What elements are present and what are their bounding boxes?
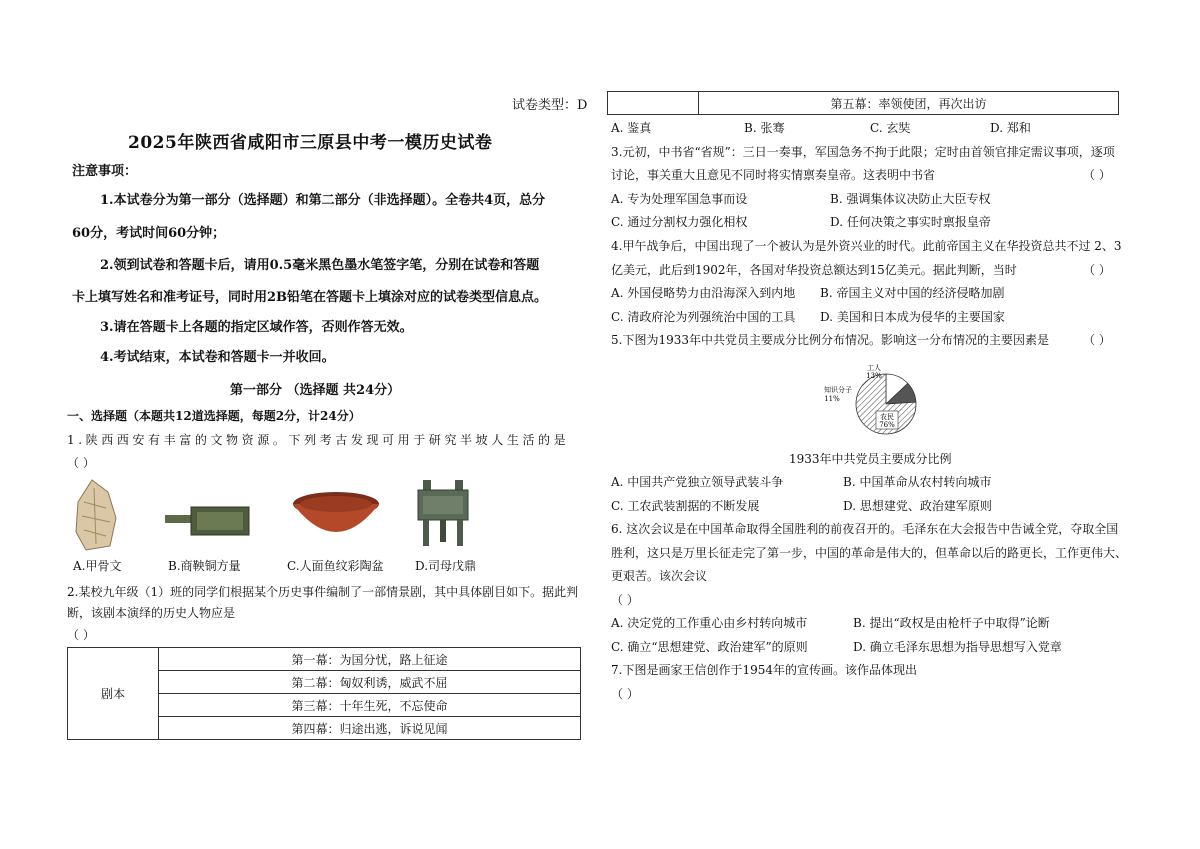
script-act: 第四幕：归途出逃，诉说见闻 bbox=[159, 717, 581, 740]
q5-option-d: D. 思想建党、政治建军原则 bbox=[843, 499, 992, 513]
simuwu-ding-image bbox=[415, 478, 471, 548]
pie-value-intellectual: 11% bbox=[824, 395, 840, 403]
notice-line: 1.本试卷分为第一部分（选择题）和第二部分（非选择题）。全卷共4页，总分 bbox=[100, 193, 546, 208]
pie-label-peasant: 农民 bbox=[880, 413, 894, 421]
q2-script-table bbox=[67, 647, 581, 740]
q2-option-b: B. 张骞 bbox=[744, 121, 785, 135]
script-act: 第二幕：匈奴利诱，威武不屈 bbox=[159, 671, 581, 694]
q3-option-b: B. 强调集体议决防止大臣专权 bbox=[830, 192, 991, 206]
painted-pottery-basin-image bbox=[291, 490, 381, 540]
q3-stem: 讨论，事关重大且意见不同时将实情禀奏皇帝。这表明中书省 bbox=[611, 168, 936, 182]
pie-value-worker: 13% bbox=[866, 372, 882, 380]
q5-chart-caption: 1933年中共党员主要成分比例 bbox=[789, 452, 952, 466]
notice-line: 4.考试结束，本试卷和答题卡一并收回。 bbox=[100, 350, 335, 365]
q5-option-a: A. 中国共产党独立领导武装斗争 bbox=[611, 475, 784, 489]
q5-pie-chart bbox=[818, 362, 928, 438]
q1-option-c: C.人面鱼纹彩陶盆 bbox=[287, 559, 384, 573]
q6-option-d: D. 确立毛泽东思想为指导思想写入党章 bbox=[853, 640, 1062, 654]
q7-stem: 7.下图是画家王信创作于1954年的宣传画。该作品体现出 bbox=[611, 663, 917, 677]
pie-label-intellectual: 知识分子 bbox=[824, 386, 852, 394]
q4-paren: （ ） bbox=[1083, 263, 1111, 277]
q2-option-c: C. 玄奘 bbox=[870, 121, 911, 135]
notice-line: 60分，考试时间60分钟； bbox=[72, 226, 226, 241]
page-title: 2025年陕西省咸阳市三原县中考一模历史试卷 bbox=[128, 133, 493, 153]
notice-line: 3.请在答题卡上各题的指定区域作答，否则作答无效。 bbox=[100, 320, 413, 335]
q6-option-b: B. 提出“政权是由枪杆子中取得”论断 bbox=[853, 616, 1050, 630]
bronze-measure-image bbox=[163, 503, 253, 539]
q3-option-c: C. 通过分割权力强化相权 bbox=[611, 215, 748, 229]
q1-stem: 1.陕西西安有丰富的文物资源。下列考古发现可用于研究半坡人生活的是 bbox=[67, 433, 570, 447]
q2-paren: （ ） bbox=[67, 628, 95, 642]
q6-option-a: A. 决定党的工作重心由乡村转向城市 bbox=[611, 616, 808, 630]
q5-option-c: C. 工农武装割据的不断发展 bbox=[611, 499, 760, 513]
q2-script-table-continued bbox=[607, 91, 1119, 115]
q6-stem: 6. 这次会议是在中国革命取得全国胜利的前夜召开的。毛泽东在大会报告中告诫全党，夺取全国 bbox=[611, 522, 1119, 536]
q4-stem: 亿美元，此后到1902年，各国对华投资总额达到15亿美元。据此判断，当时 bbox=[611, 263, 1017, 277]
paper-type: 试卷类型：D bbox=[512, 98, 588, 113]
q3-paren: （ ） bbox=[1083, 168, 1111, 182]
notice-line: 2.领到试卷和答题卡后，请用0.5毫米黑色墨水笔签字笔，分别在试卷和答题 bbox=[100, 258, 540, 273]
q7-paren: （ ） bbox=[611, 687, 639, 701]
q1-option-d: D.司母戊鼎 bbox=[415, 559, 477, 573]
section-heading: 一、选择题（本题共12道选择题，每题2分，计24分） bbox=[67, 409, 361, 423]
q4-option-d: D. 美国和日本成为侵华的主要国家 bbox=[820, 310, 1005, 324]
oracle-bone-image bbox=[72, 478, 118, 552]
notice-line: 卡上填写姓名和准考证号，同时用2B铅笔在答题卡上填涂对应的试卷类型信息点。 bbox=[72, 290, 548, 305]
q2-option-d: D. 郑和 bbox=[990, 121, 1031, 135]
script-act: 第三幕：十年生死，不忘使命 bbox=[159, 694, 581, 717]
part-heading: 第一部分 （选择题 共24分） bbox=[230, 383, 401, 398]
q2-stem: 断，该剧本演绎的历史人物应是 bbox=[67, 606, 236, 620]
script-label: 剧本 bbox=[68, 648, 159, 740]
pie-value-peasant: 76% bbox=[879, 421, 895, 429]
q3-stem: 3.元初，中书省“省规”：三日一奏事，军国急务不拘于此限；定时由首领官排定需议事项，逐项 bbox=[611, 145, 1115, 159]
q5-paren: （ ） bbox=[1083, 333, 1111, 347]
q1-option-a: A.甲骨文 bbox=[73, 559, 122, 573]
q3-option-d: D. 任何决策之事实时禀报皇帝 bbox=[830, 215, 991, 229]
q6-option-c: C. 确立“思想建党、政治建军”的原则 bbox=[611, 640, 808, 654]
script-act: 第一幕：为国分忧，路上征途 bbox=[159, 648, 581, 671]
q6-stem: 胜利，这只是万里长征走完了第一步，中国的革命是伟大的，但革命以后的路更长，工作更伟大、 bbox=[611, 546, 1128, 560]
q6-stem: 更艰苦。该次会议 bbox=[611, 569, 708, 583]
script-act: 第五幕：率领使团，再次出访 bbox=[699, 92, 1119, 115]
q1-option-b: B.商鞅铜方量 bbox=[168, 559, 241, 573]
q4-option-a: A. 外国侵略势力由沿海深入到内地 bbox=[611, 286, 796, 300]
pie-label-worker: 工人 bbox=[867, 364, 881, 372]
q5-stem: 5.下图为1933年中共党员主要成分比例分布情况。影响这一分布情况的主要因素是 bbox=[611, 333, 1049, 347]
script-label-empty bbox=[608, 92, 699, 115]
notice-heading: 注意事项： bbox=[72, 164, 138, 179]
q3-option-a: A. 专为处理军国急事而设 bbox=[611, 192, 748, 206]
q5-option-b: B. 中国革命从农村转向城市 bbox=[843, 475, 992, 489]
q6-paren: （ ） bbox=[611, 593, 639, 607]
q4-option-b: B. 帝国主义对中国的经济侵略加剧 bbox=[820, 286, 1005, 300]
q2-stem: 2.某校九年级（1）班的同学们根据某个历史事件编制了一部情景剧，其中具体剧目如下。据此判 bbox=[67, 585, 579, 599]
q4-stem: 4.甲午战争后，中国出现了一个被认为是外资兴业的时代。此前帝国主义在华投资总共不过 2、3 bbox=[611, 239, 1122, 253]
q1-paren: （ ） bbox=[67, 456, 95, 470]
q4-option-c: C. 清政府沦为列强统治中国的工具 bbox=[611, 310, 796, 324]
q2-option-a: A. 鉴真 bbox=[611, 121, 652, 135]
